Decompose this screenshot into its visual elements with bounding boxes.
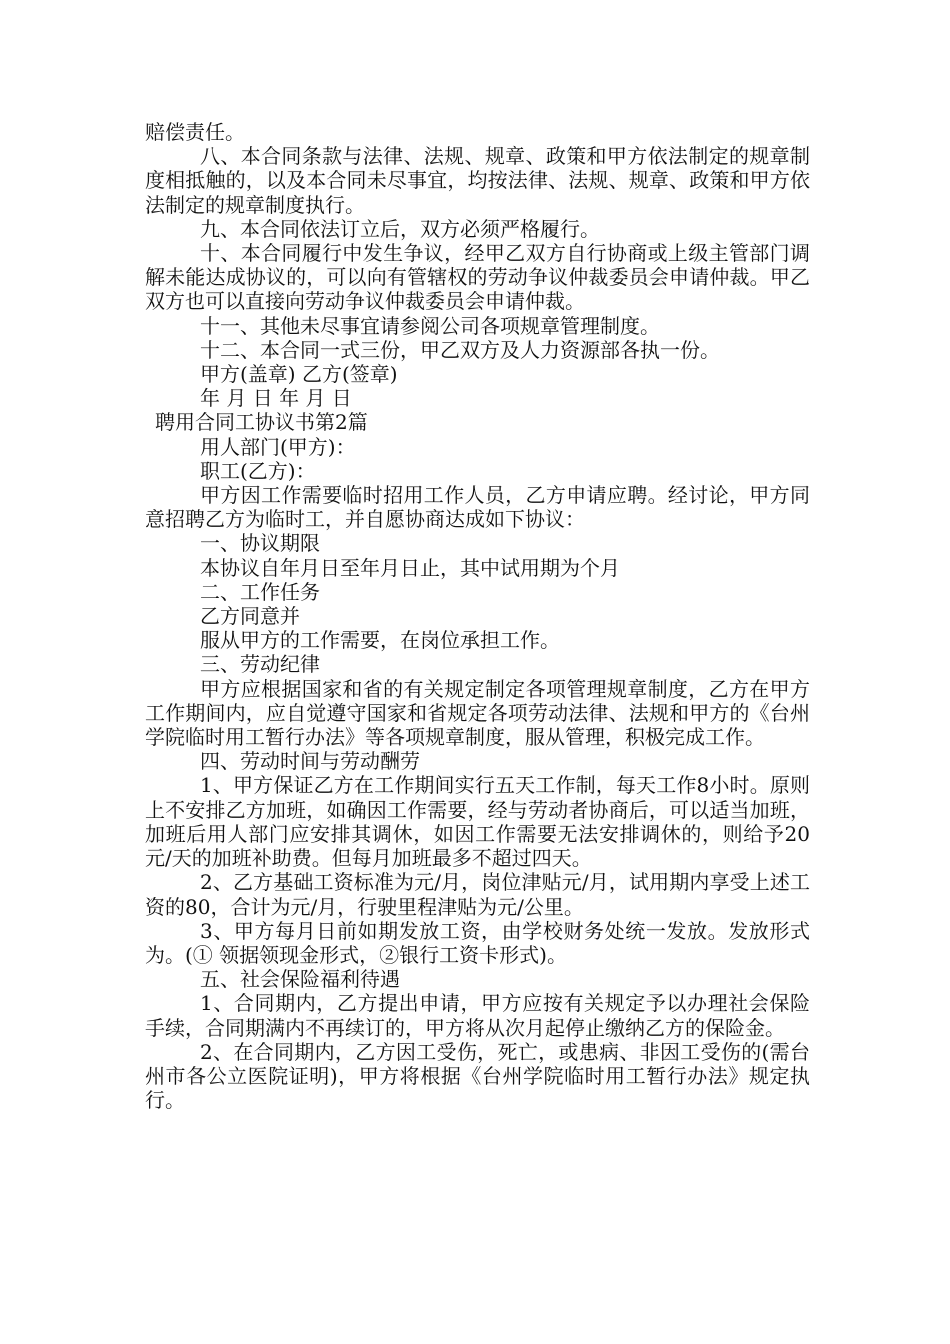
paragraph: 2、乙方基础工资标准为元/月，岗位津贴元/月，试用期内享受上述工资的80，合计为元/月，行驶里程津贴为元/公里。	[145, 870, 810, 919]
section-title: 聘用合同工协议书第2篇	[155, 410, 368, 435]
signature-line: 甲方(盖章) 乙方(签章)	[200, 362, 398, 387]
paragraph: 服从甲方的工作需要，在岗位承担工作。	[200, 628, 560, 653]
paragraph: 九、本合同依法订立后，双方必须严格履行。	[200, 216, 600, 241]
paragraph: 1、甲方保证乙方在工作期间实行五天工作制，每天工作8小时。原则上不安排乙方加班，如确因工作需要，经与劳动者协商后，可以适当加班，加班后用人部门应安排其调休，如因工作需要无法安排调休的，则给予20元/天的加班补助费。但每月加班最多不超过四天。	[145, 773, 810, 871]
paragraph: 十、本合同履行中发生争议，经甲乙双方自行协商或上级主管部门调解未能达成协议的，可以向有管辖权的劳动争议仲裁委员会申请仲裁。甲乙双方也可以直接向劳动争议仲裁委员会申请仲裁。	[145, 241, 810, 314]
section-heading: 五、社会保险福利待遇	[200, 967, 400, 992]
paragraph: 甲方因工作需要临时招用工作人员，乙方申请应聘。经讨论，甲方同意招聘乙方为临时工，并自愿协商达成如下协议：	[145, 483, 810, 532]
paragraph: 1、合同期内，乙方提出申请，甲方应按有关规定予以办理社会保险手续，合同期满内不再续订的，甲方将从次月起停止缴纳乙方的保险金。	[145, 991, 810, 1040]
paragraph: 赔偿责任。	[145, 120, 245, 144]
date-line: 年 月 日 年 月 日	[200, 386, 352, 411]
paragraph: 职工(乙方)：	[200, 458, 316, 483]
paragraph: 十二、本合同一式三份，甲乙双方及人力资源部各执一份。	[200, 337, 720, 362]
paragraph: 用人部门(甲方)：	[200, 434, 356, 459]
paragraph: 甲方应根据国家和省的有关规定制定各项管理规章制度，乙方在甲方工作期间内，应自觉遵守国家和省规定各项劳动法律、法规和甲方的《台州学院临时用工暂行办法》等各项规章制度，服从管理，积极完成工作。	[145, 676, 810, 750]
section-heading: 三、劳动纪律	[200, 652, 320, 677]
paragraph: 3、甲方每月日前如期发放工资，由学校财务处统一发放。发放形式为。(① 领据领现金形式，②银行工资卡形式)。	[145, 918, 810, 967]
paragraph: 八、本合同条款与法律、法规、规章、政策和甲方依法制定的规章制度相抵触的，以及本合同未尽事宜，均按法律、法规、规章、政策和甲方依法制定的规章制度执行。	[145, 144, 810, 217]
section-heading: 二、工作任务	[200, 579, 320, 604]
section-heading: 一、协议期限	[200, 531, 320, 556]
document-body	[145, 120, 810, 1112]
paragraph: 本协议自年月日至年月日止，其中试用期为个月	[200, 555, 620, 580]
paragraph: 乙方同意并	[200, 604, 300, 629]
paragraph: 十一、其他未尽事宜请参阅公司各项规章管理制度。	[200, 313, 660, 338]
paragraph: 2、在合同期内，乙方因工受伤，死亡，或患病、非因工受伤的(需台州市各公立医院证明)，甲方将根据《台州学院临时用工暂行办法》规定执行。	[145, 1039, 810, 1113]
section-heading: 四、劳动时间与劳动酬劳	[200, 749, 420, 774]
